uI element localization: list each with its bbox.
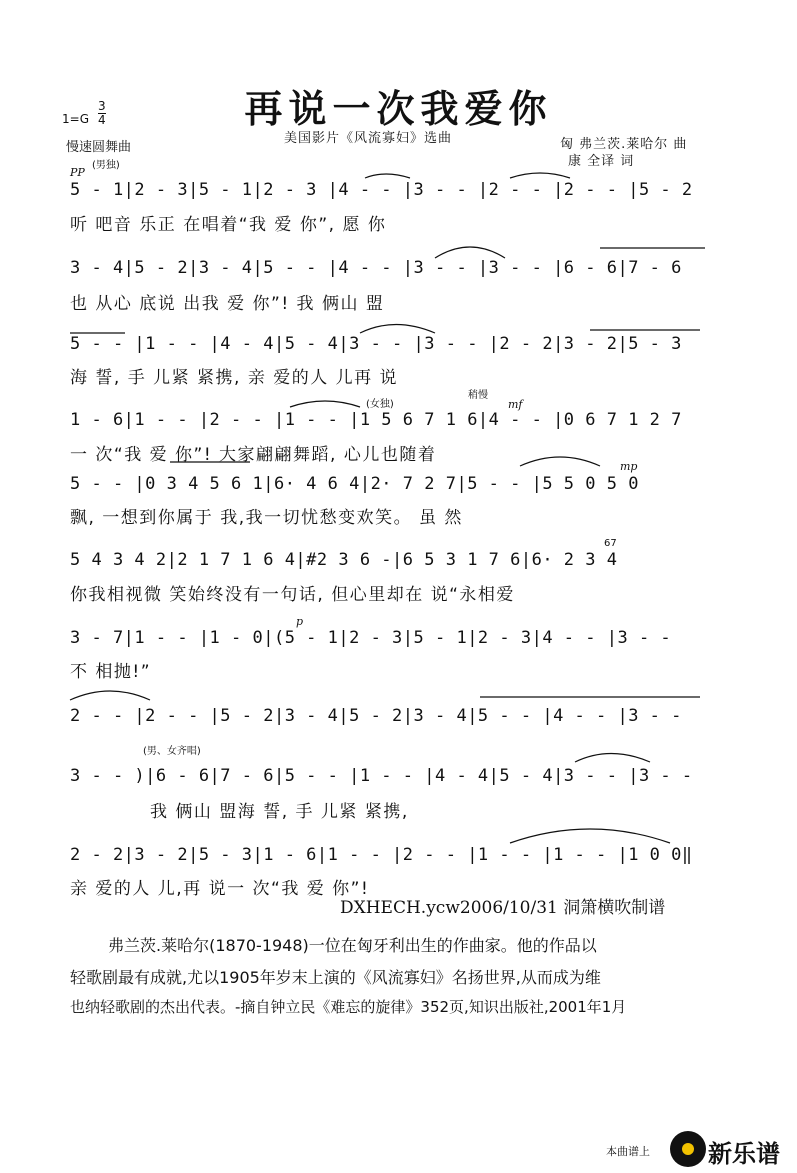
vinyl-logo-icon (670, 1131, 706, 1167)
key-signature: 1=G (62, 112, 89, 126)
time-signature-bottom: 4 (98, 113, 106, 127)
score-line-9-notes: 3 - - )|6 - 6|7 - 6|5 - - |1 - - |4 - 4|5 - 4|3 - - |3 - - (70, 766, 693, 786)
score-line-10-lyrics: 亲 爱的人 儿,再 说一 次“我 爱 你”! (70, 879, 370, 899)
brand-logo[interactable]: 新乐谱 (708, 1140, 780, 1168)
score-line-9-lyrics: 我 俩山 盟海 誓, 手 儿紧 紧携, (150, 802, 409, 822)
tie-mark (365, 174, 410, 178)
score-line-6-lyrics: 你我相视微 笑始终没有一句话, 但心里却在 说“永相爱 (70, 585, 515, 605)
bio-line-2: 轻歌剧最有成就,尤以1905年岁末上演的《风流寡妇》名扬世界,从而成为维 (70, 968, 601, 987)
voice-male-solo: (男独) (92, 160, 120, 171)
subtitle: 美国影片《风流寡妇》选曲 (284, 131, 453, 146)
score-line-2-notes: 3 - 4|5 - 2|3 - 4|5 - - |4 - - |3 - - |3 - - |6 - 6|7 - 6 (70, 258, 682, 278)
score-line-10-notes: 2 - 2|3 - 2|5 - 3|1 - 6|1 - - |2 - - |1 - - |1 - - |1 0 0‖ (70, 845, 693, 865)
tie-mark (435, 247, 505, 258)
score-line-3-notes: 5 - - |1 - - |4 - 4|5 - 4|3 - - |3 - - |2 - 2|3 - 2|5 - 3 (70, 334, 682, 354)
tie-mark (510, 829, 670, 843)
dynamic-pp: PP (70, 166, 85, 179)
tie-mark (290, 401, 360, 407)
tie-mark (575, 754, 650, 763)
tie-mark (510, 173, 570, 178)
tie-mark (520, 457, 600, 466)
bio-line-3: 也纳轻歌剧的杰出代表。-摘自钟立民《难忘的旋律》352页,知识出版社,2001年1月 (70, 998, 627, 1016)
score-line-7-notes: 3 - 7|1 - - |1 - 0|(5 - 1|2 - 3|5 - 1|2 - 3|4 - - |3 - - (70, 628, 672, 648)
score-line-5-lyrics: 飘, 一想到你属于 我,我一切忧愁变欢笑。 虽 然 (70, 508, 463, 528)
dynamic-mp: mp (620, 460, 638, 473)
tie-mark (360, 325, 435, 334)
score-line-4-lyrics: 一 次“我 爱 你”! 大家翩翩舞蹈, 心儿也随着 (70, 445, 437, 465)
score-line-4-notes: 1 - 6|1 - - |2 - - |1 - - |1 5 6 7 1 6|4 - - |0 6 7 1 2 7 (70, 410, 682, 430)
bio-line-1: 弗兰茨.莱哈尔(1870-1948)一位在匈牙利出生的作曲家。他的作品以 (108, 936, 597, 955)
time-signature (98, 100, 106, 127)
score-line-5-notes: 5 - - |0 3 4 5 6 1|6· 4 6 4|2· 7 2 7|5 - - |5 5 0 5 0 (70, 474, 639, 494)
dynamic-p: p (296, 615, 304, 628)
footer-caption: 本曲谱上 (606, 1145, 650, 1158)
fermata-mark: 67 (604, 538, 617, 549)
tie-mark (70, 691, 150, 700)
voice-female-solo: (女独) (366, 399, 394, 410)
dynamic-mf: mf (508, 398, 523, 411)
tempo-marking: 慢速圆舞曲 (66, 140, 132, 155)
lyricist-credit: 康 全译 词 (568, 154, 635, 169)
score-line-1-notes: 5 - 1|2 - 3|5 - 1|2 - 3 |4 - - |3 - - |2 - - |2 - - |5 - 2 (70, 180, 693, 200)
score-line-1-lyrics: 听 吧音 乐正 在唱着“我 爱 你”, 愿 你 (70, 215, 387, 235)
score-line-7-lyrics: 不 相抛!” (70, 662, 152, 682)
score-line-6-notes: 5 4 3 4 2|2 1 7 1 6 4|#2 3 6 -|6 5 3 1 7 6|6· 2 3 4 (70, 550, 618, 570)
score-line-8-notes: 2 - - |2 - - |5 - 2|3 - 4|5 - 2|3 - 4|5 - - |4 - - |3 - - (70, 706, 682, 726)
transcriber-signature: DXHECH.ycw2006/10/31 洞箫横吹制谱 (340, 898, 666, 918)
score-line-3-lyrics: 海 誓, 手 儿紧 紧携, 亲 爱的人 儿再 说 (70, 368, 399, 388)
voice-duet: (男、女齐唱) (143, 746, 201, 757)
composer-credit: 匈 弗兰茨.莱哈尔 曲 (560, 137, 688, 152)
song-title: 再说一次我爱你 (244, 86, 553, 131)
tempo-slightly-slow: 稍慢 (468, 390, 488, 401)
time-signature-top: 3 (98, 99, 106, 113)
score-line-2-lyrics: 也 从心 底说 出我 爱 你”! 我 俩山 盟 (70, 294, 385, 314)
